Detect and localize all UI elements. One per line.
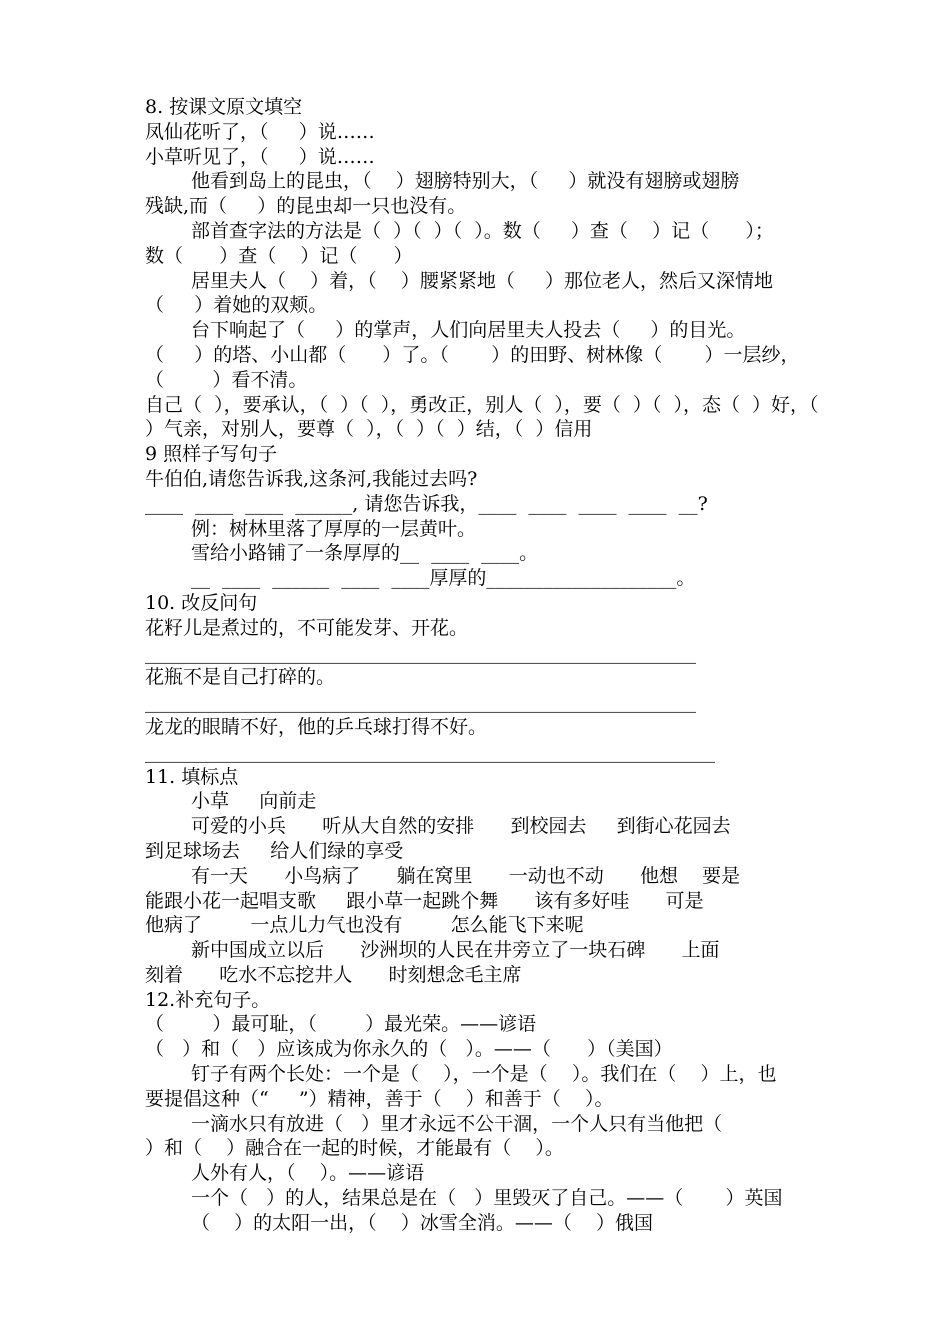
text-line: 龙龙的眼睛不好，他的乒乓球打得不好。 (145, 715, 488, 738)
text-line: __________________________________________________________ (145, 641, 696, 664)
text-line: 小草 向前走 (191, 790, 317, 813)
text-line: 要提倡这种（“ ”）精神，善于（ ）和善于（ ）。 (145, 1087, 614, 1110)
text-line: ____ ____ ____ ______, 请您告诉我，____ ____ ____ ____ __? (145, 492, 708, 515)
text-line: __________________________________________________________ (145, 691, 696, 714)
text-line: 9 照样子写句子 (145, 443, 278, 466)
text-line: 数（ ）查（ ）记（ ） (145, 244, 413, 267)
text-line: （ ）的塔、小山都（ ）了。（ ）的田野、树林像（ ）一层纱， (145, 343, 800, 366)
text-line: 人外有人，（ ）。——谚语 (191, 1162, 425, 1185)
text-line: 一滴水只有放进（ ）里才永远不公干涸，一个人只有当他把（ (191, 1112, 723, 1135)
text-line: ）气亲，对别人，要尊（ ），（ ）（ ）结，（ ）信用 (145, 418, 593, 441)
text-line: 8. 按课文原文填空 (145, 96, 303, 118)
text-line: 钉子有两个长处：一个是（ ），一个是（ ）。我们在（ ）上，也 (191, 1063, 777, 1086)
text-line: 居里夫人（ ）着，（ ）腰紧紧地（ ）那位老人，然后又深情地 (191, 269, 774, 292)
text-line: 到足球场去 给人们绿的享受 (145, 839, 404, 862)
text-line: 牛伯伯,请您告诉我,这条河,我能过去吗? (145, 467, 478, 490)
text-line: 花籽儿是煮过的，不可能发芽、开花。 (145, 616, 469, 639)
text-line: 刻着 吃水不忘挖井人 时刻想念毛主席 (145, 963, 522, 986)
text-line: 有一天 小鸟病了 躺在窝里 一动也不动 他想 要是 (191, 864, 741, 887)
text-line: ____________________________________________________________ (145, 740, 715, 763)
text-line: 11. 填标点 (145, 765, 239, 788)
text-line: 他病了 一点儿力气也没有 怎么能飞下来呢 (145, 914, 584, 937)
text-line: 可爱的小兵 听从大自然的安排 到校园去 到街心花园去 (191, 815, 731, 838)
text-line: 残缺,而（ ）的昆虫却一只也没有。 (145, 195, 467, 218)
text-line: 花瓶不是自己打碎的。 (145, 666, 336, 689)
text-line: 部首查字法的方法是（ ）（ ）（ ）。数（ ）查（ ）记（ ）； (191, 219, 774, 242)
text-line: 台下响起了（ ）的掌声，人们向居里夫人投去（ ）的目光。 (191, 319, 746, 342)
text-line: 12.补充句子。 (145, 988, 271, 1011)
text-line: 凤仙花听了，（ ）说…… (145, 120, 375, 143)
text-line: （ ）和（ ）应该成为你永久的（ ）。——（ ）（美国） (145, 1038, 673, 1061)
text-line: （ ）的太阳一出，（ ）冰雪全消。——（ ）俄国 (191, 1211, 653, 1234)
text-line: 10. 改反问句 (145, 591, 258, 614)
text-line: 例：树林里落了厚厚的一层黄叶。 (191, 517, 477, 540)
text-line: 能跟小花一起唱支歌 跟小草一起跳个舞 该有多好哇 可是 (145, 889, 704, 912)
text-line: 新中国成立以后 沙洲坝的人民在井旁立了一块石碑 上面 (191, 939, 720, 962)
text-line: 小草听见了，（ ）说…… (145, 145, 375, 168)
text-line: （ ）看不清。 (145, 368, 308, 391)
text-line: ）和（ ）融合在一起的时候，才能最有（ ）。 (145, 1137, 564, 1160)
text-line: （ ）最可耻，（ ）最光荣。——谚语 (145, 1013, 537, 1036)
text-line: 自己（ ），要承认，（ ）（ ），勇改正，别人（ ），要（ ）（ ），态（ ）好，（ (145, 393, 819, 416)
text-line: __ ____ ______ ____ ____厚厚的____________________。 (191, 567, 696, 590)
text-line: （ ）着她的双颊。 (145, 294, 328, 317)
text-line: 他看到岛上的昆虫，（ ）翅膀特别大，（ ）就没有翅膀或翅膀 (191, 170, 740, 193)
text-line: 雪给小路铺了一条厚厚的__ ____ ____。 (191, 542, 539, 565)
text-line: 一个（ ）的人，结果总是在（ ）里毁灭了自己。——（ ）英国 (191, 1187, 783, 1210)
